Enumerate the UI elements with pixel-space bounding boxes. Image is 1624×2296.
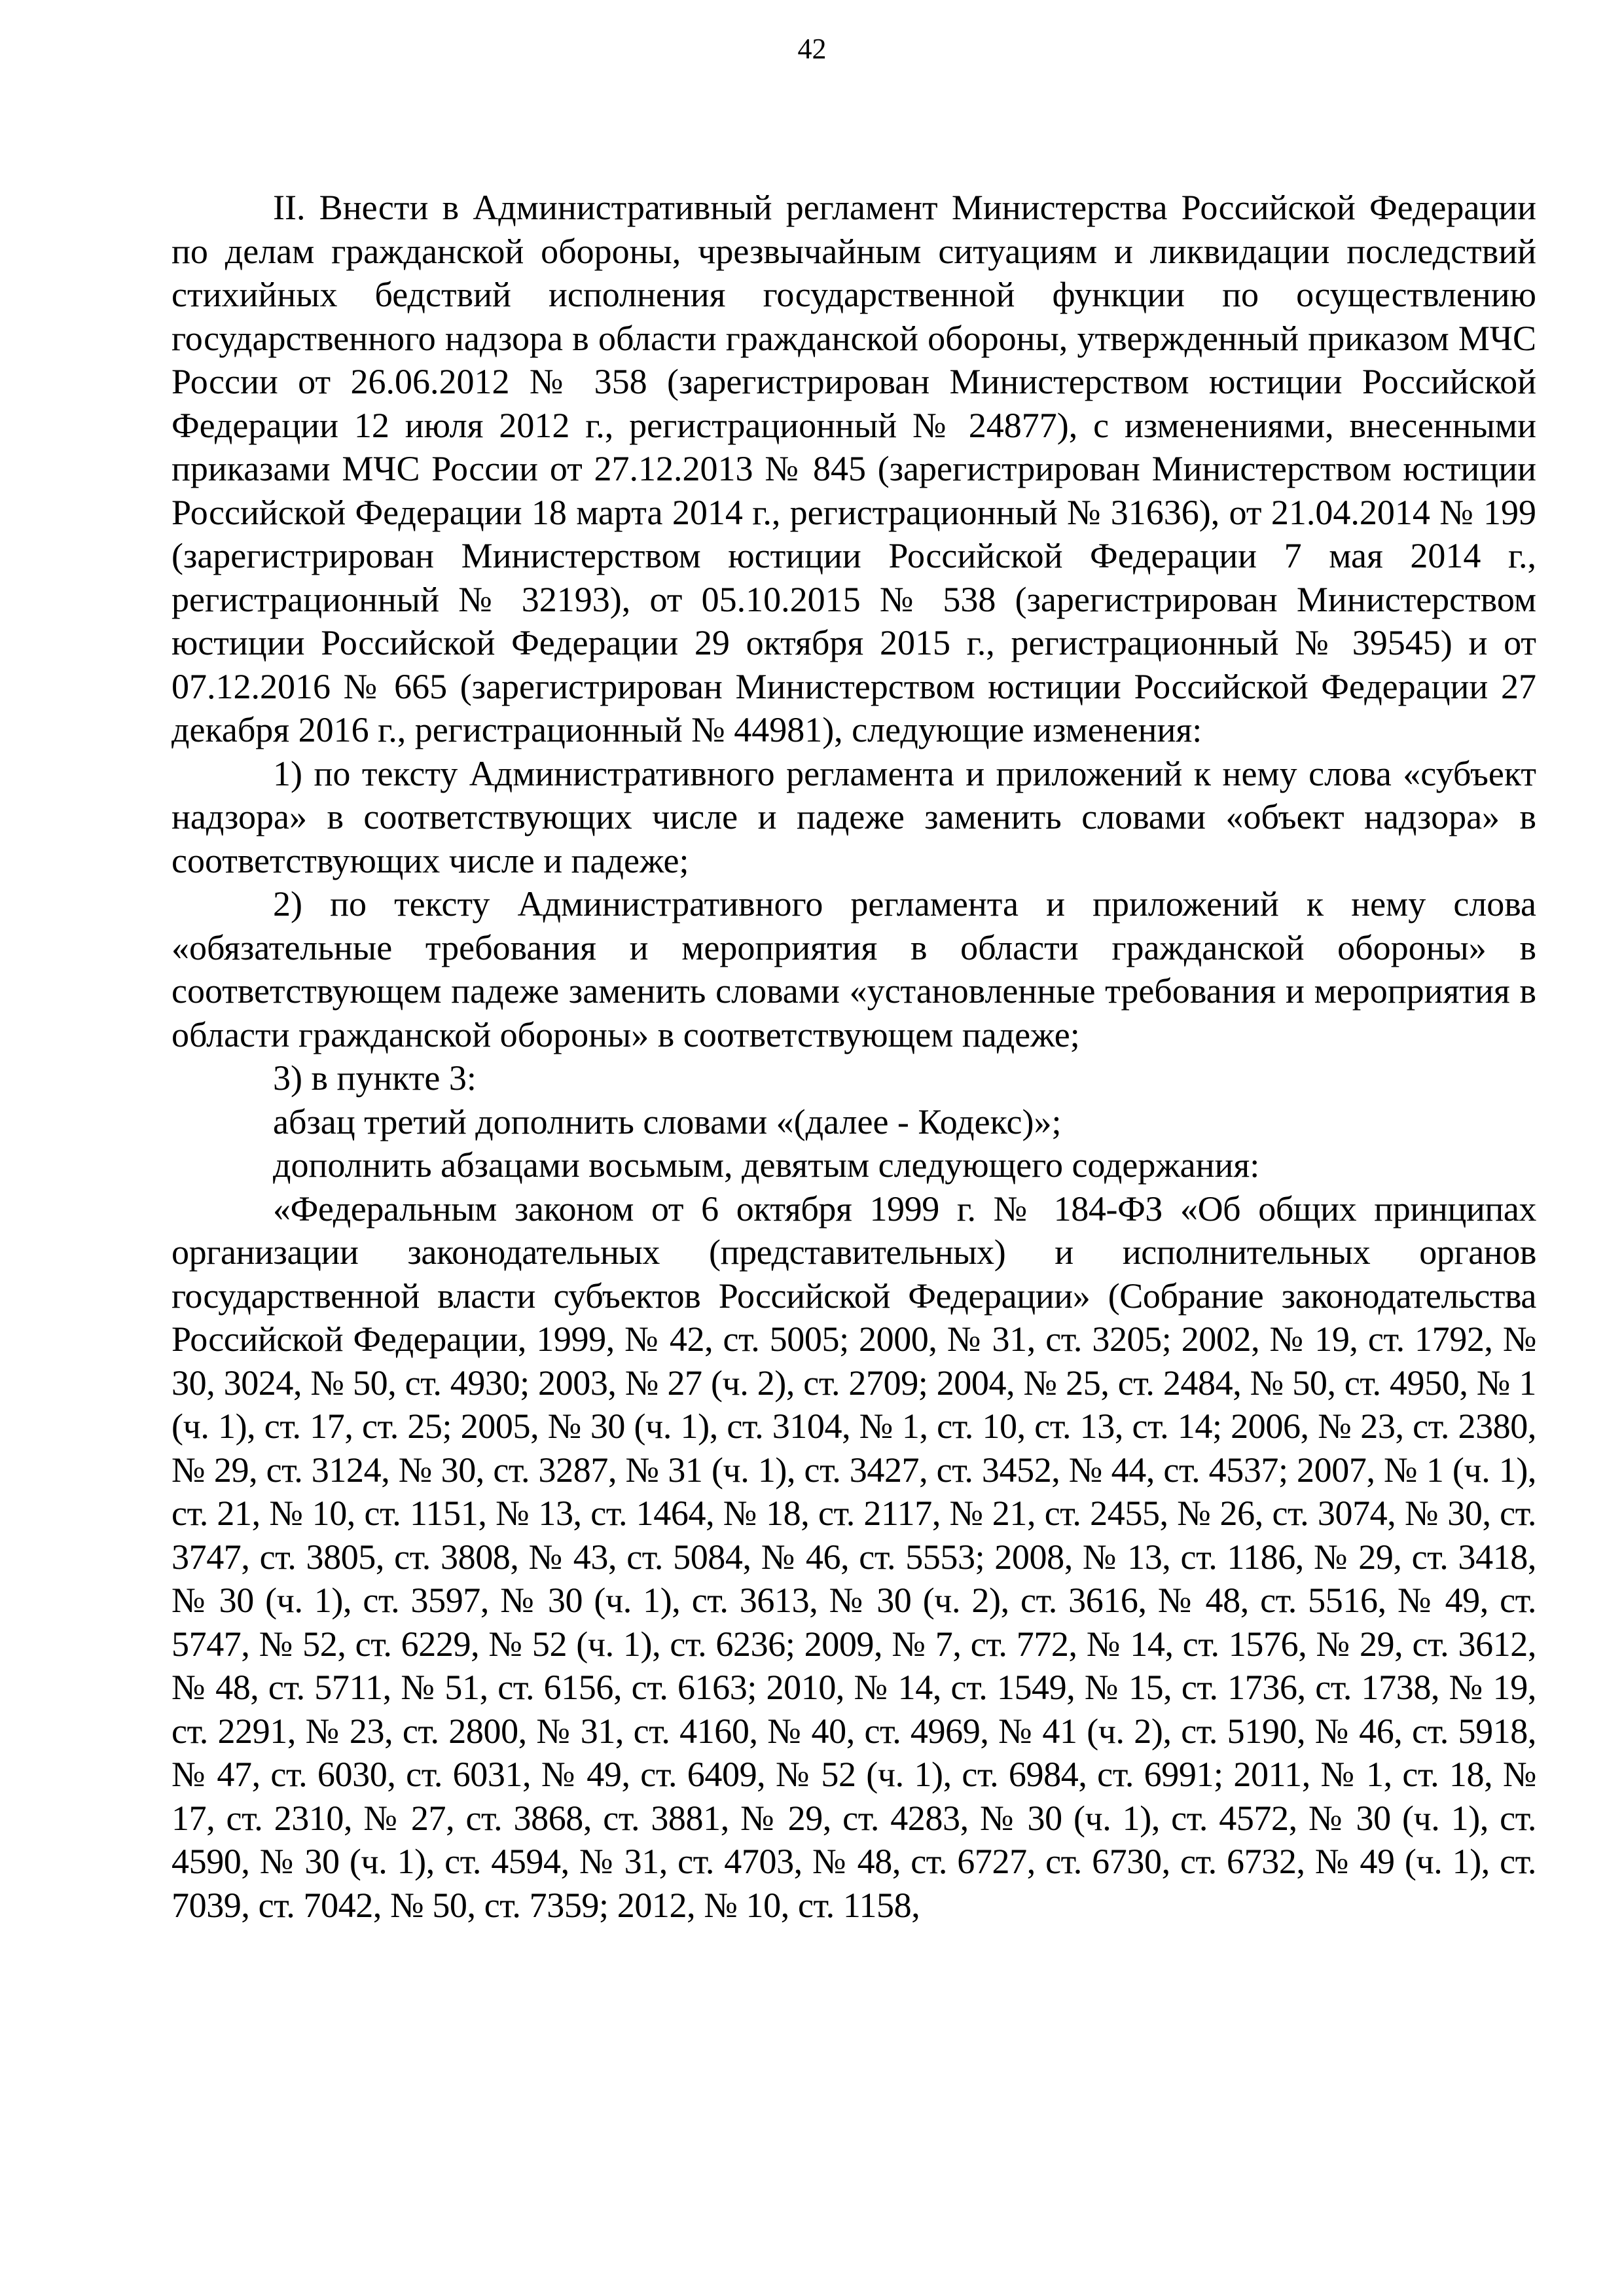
page-number: 42 bbox=[797, 33, 827, 65]
paragraph-federal-law-citation: «Федеральным законом от 6 октября 1999 г. № 184-ФЗ «Об общих принципах организации законодательных (представительных) и исполнительных органов государственной власти субъектов Российской Федерации» (Собрание законодательства Российской Федерации, 1999, № 42, ст. 5005; 2000, № 31, ст. 3205; 2002, № 19, ст. 1792, № 30, 3024, № 50, ст. 4930; 2003, № 27 (ч. 2), ст. 2709; 2004, № 25, ст. 2484, № 50, ст. 4950, № 1 (ч. 1), ст. 17, ст. 25; 2005, № 30 (ч. 1), ст. 3104, № 1, ст. 10, ст. 13, ст. 14; 2006, № 23, ст. 2380, № 29, ст. 3124, № 30, ст. 3287, № 31 (ч. 1), ст. 3427, ст. 3452, № 44, ст. 4537; 2007, № 1 (ч. 1), ст. 21, № 10, ст. 1151, № 13, ст. 1464, № 18, ст. 2117, № 21, ст. 2455, № 26, ст. 3074, № 30, ст. 3747, ст. 3805, ст. 3808, № 43, ст. 5084, № 46, ст. 5553; 2008, № 13, ст. 1186, № 29, ст. 3418, № 30 (ч. 1), ст. 3597, № 30 (ч. 1), ст. 3613, № 30 (ч. 2), ст. 3616, № 48, ст. 5516, № 49, ст. 5747, № 52, ст. 6229, № 52 (ч. 1), ст. 6236; 2009, № 7, ст. 772, № 14, ст. 1576, № 29, ст. 3612, № 48, ст. 5711, № 51, ст. 6156, ст. 6163; 2010, № 14, ст. 1549, № 15, ст. 1736, ст. 1738, № 19, ст. 2291, № 23, ст. 2800, № 31, ст. 4160, № 40, ст. 4969, № 41 (ч. 2), ст. 5190, № 46, ст. 5918, № 47, ст. 6030, ст. 6031, № 49, ст. 6409, № 52 (ч. 1), ст. 6984, ст. 6991; 2011, № 1, ст. 18, № 17, ст. 2310, № 27, ст. 3868, ст. 3881, № 29, ст. 4283, № 30 (ч. 1), ст. 4572, № 30 (ч. 1), ст. 4590, № 30 (ч. 1), ст. 4594, № 31, ст. 4703, № 48, ст. 6727, ст. 6730, ст. 6732, № 49 (ч. 1), ст. 7039, ст. 7042, № 50, ст. 7359; 2012, № 10, ст. 1158, bbox=[171, 1189, 1536, 1925]
paragraph-amendment-intro: II. Внести в Административный регламент Министерства Российской Федерации по делам гражданской обороны, чрезвычайным ситуациям и ликвидации последствий стихийных бедствий исполнения государственной функции по осуществлению государственного надзора в области гражданской обороны, утвержденный приказом МЧС России от 26.06.2012 № 358 (зарегистрирован Министерством юстиции Российской Федерации 12 июля 2012 г., регистрационный № 24877), с изменениями, внесенными приказами МЧС России от 27.12.2013 № 845 (зарегистрирован Министерством юстиции Российской Федерации 18 марта 2014 г., регистрационный № 31636), от 21.04.2014 № 199 (зарегистрирован Министерством юстиции Российской Федерации 7 мая 2014 г., регистрационный № 32193), от 05.10.2015 № 538 (зарегистрирован Министерством юстиции Российской Федерации 29 октября 2015 г., регистрационный № 39545) и от 07.12.2016 № 665 (зарегистрирован Министерством юстиции Российской Федерации 27 декабря 2016 г., регистрационный № 44981), следующие изменения: bbox=[171, 188, 1536, 749]
paragraph-item-2: 2) по тексту Административного регламента и приложений к нему слова «обязательные требования и мероприятия в области гражданской обороны» в соответствующем падеже заменить словами «установленные требования и мероприятия в области гражданской обороны» в соответствующем падеже; bbox=[171, 884, 1536, 1054]
paragraph-item-3-addition: дополнить абзацами восьмым, девятым следующего содержания: bbox=[273, 1145, 1260, 1185]
paragraph-item-3-abzac-3: абзац третий дополнить словами «(далее - Кодекс)»; bbox=[273, 1102, 1062, 1141]
document-body bbox=[171, 186, 1536, 1927]
paragraph-item-1: 1) по тексту Административного регламента и приложений к нему слова «субъект надзора» в соответствующих числе и падеже заменить словами «объект надзора» в соответствующих числе и падеже; bbox=[171, 753, 1536, 880]
paragraph-item-3: 3) в пункте 3: bbox=[273, 1058, 477, 1098]
